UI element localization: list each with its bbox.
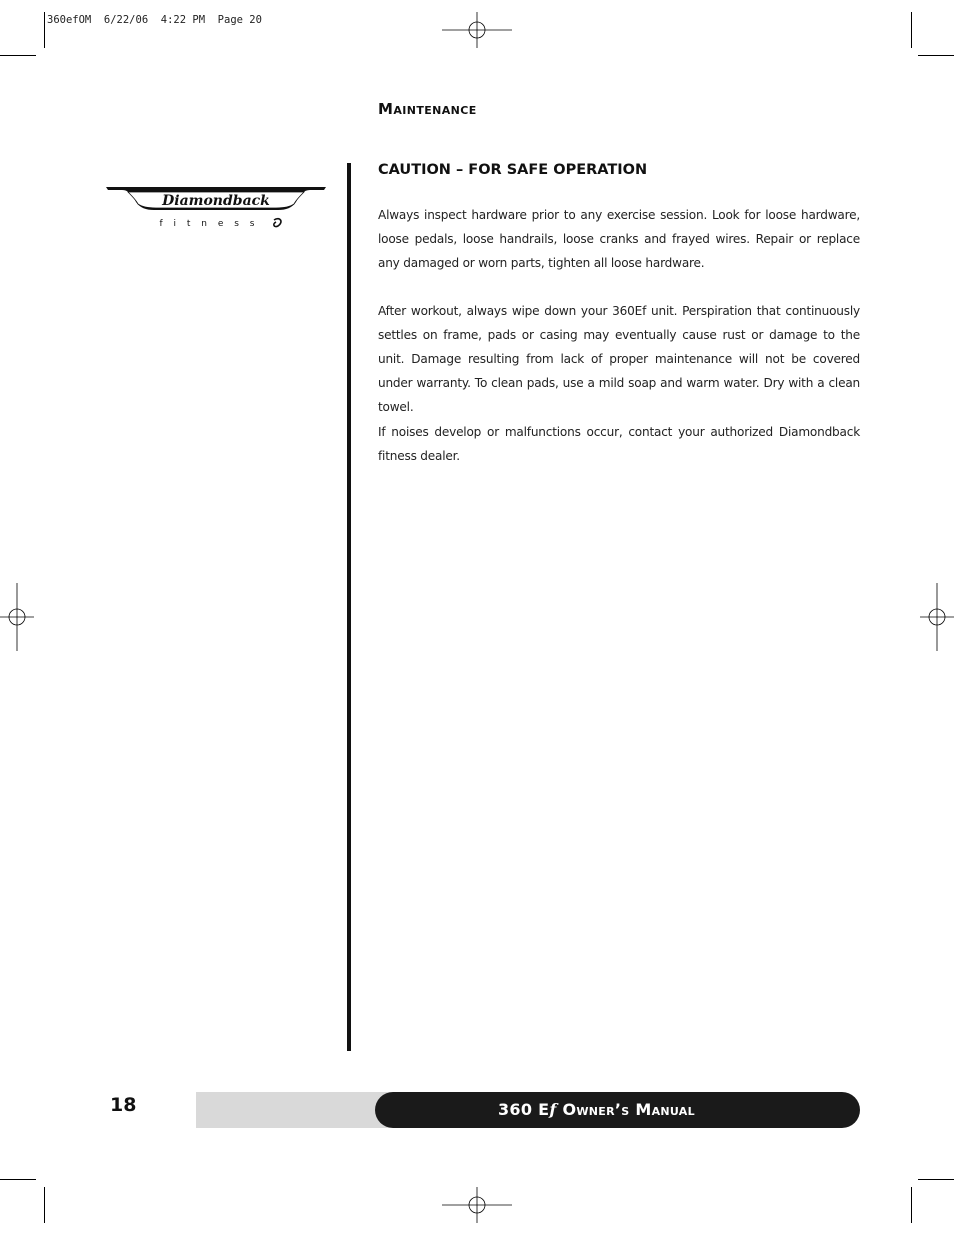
registration-mark-left-icon: [0, 583, 34, 651]
footer-title-suffix: f: [549, 1100, 557, 1119]
footer-title-rest: Owner’s Manual: [556, 1100, 695, 1119]
caution-heading: CAUTION – FOR SAFE OPERATION: [378, 162, 648, 178]
crop-mark-bottom-left-v: [44, 1187, 45, 1223]
paragraph-wipe-down: After workout, always wipe down your 360Ef unit. Perspiration that continuously settles on frame, pads or casing may eventually cause rust or damage to the unit. Damage resulting from lack of proper maintenance will not be covered under warranty. To clean pads, use a mild soap and warm water. Dry with a clean towel.: [378, 304, 860, 415]
section-title: Maintenance: [378, 100, 477, 118]
registration-mark-top-icon: [442, 12, 512, 48]
footer-manual-title: [498, 1096, 695, 1124]
crop-mark-bottom-right-v: [911, 1187, 912, 1223]
crop-mark-top-right-h: [918, 55, 954, 56]
paragraph-inspect-hardware: Always inspect hardware prior to any exercise session. Look for loose hardware, loose pedals, loose handrails, loose cranks and frayed wires. Repair or replace any damaged or worn parts, tighten all loose hardware.: [378, 208, 860, 271]
crop-mark-top-left-h: [0, 55, 36, 56]
crop-mark-bottom-left-h: [0, 1179, 36, 1180]
logo-tagline-text: f i t n e s s: [159, 219, 259, 229]
print-slug: 360efOM 6/22/06 4:22 PM Page 20: [47, 14, 262, 26]
paragraph-contact-dealer: If noises develop or malfunctions occur, contact your authorized Diamondback fitness dealer.: [378, 425, 860, 464]
vertical-divider: [347, 163, 351, 1051]
crop-mark-bottom-right-h: [918, 1179, 954, 1180]
registration-mark-bottom-icon: [442, 1187, 512, 1223]
crop-mark-top-right-v: [911, 12, 912, 48]
diamondback-logo: [104, 184, 328, 232]
logo-brand-text: Diamondback: [162, 193, 270, 209]
crop-mark-top-left-v: [44, 12, 45, 48]
page-number: 18: [110, 1094, 137, 1116]
footer-title-model: 360 E: [498, 1100, 550, 1119]
registration-mark-right-icon: [920, 583, 954, 651]
